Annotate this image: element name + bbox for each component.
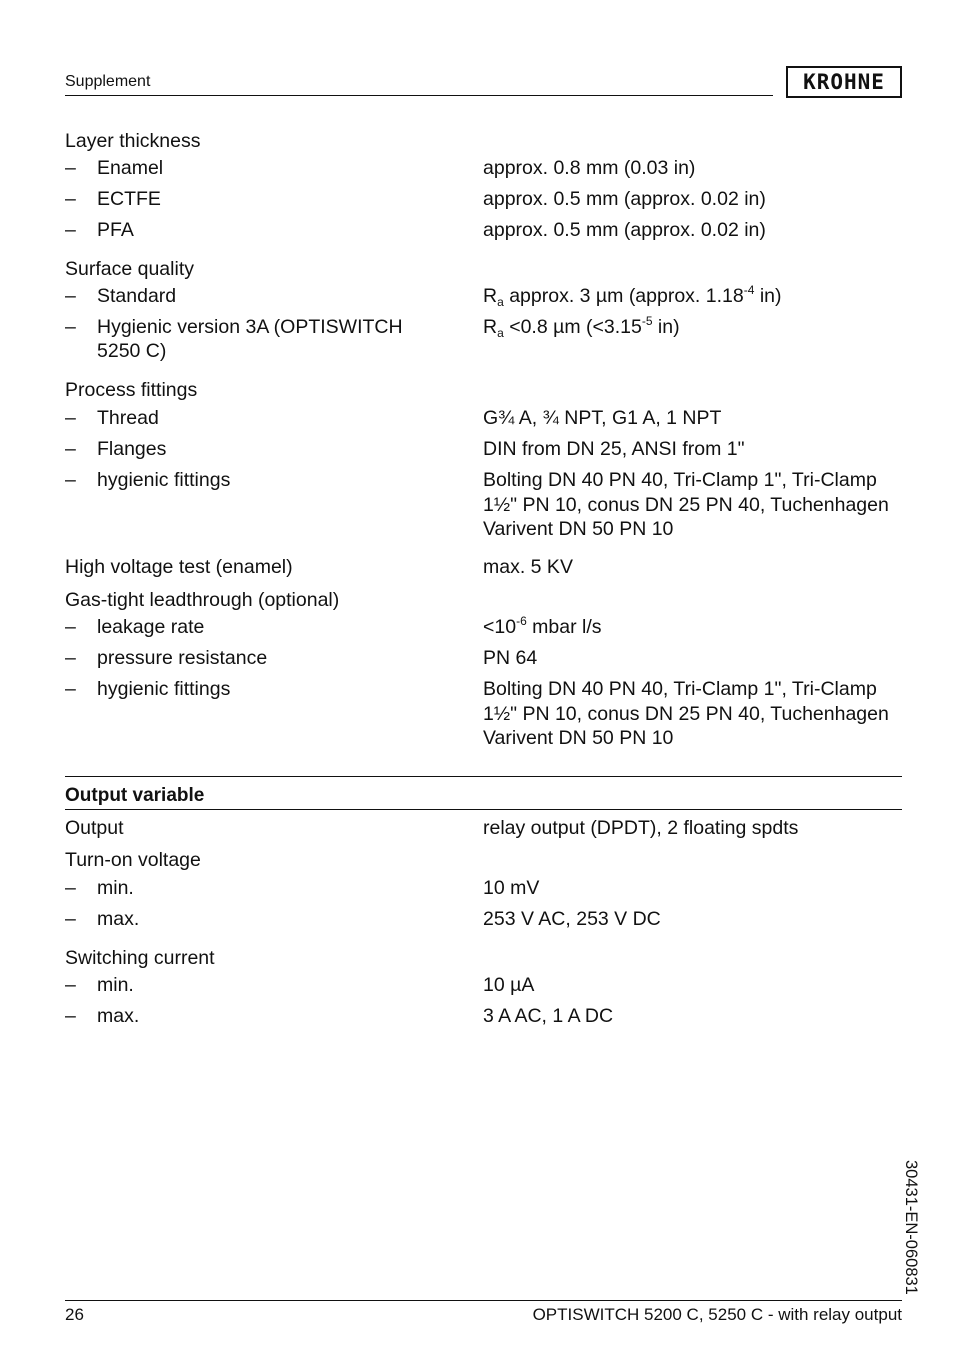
spec-label: High voltage test (enamel) [65,556,293,578]
spec-label: Output [65,817,124,839]
exponent: -6 [516,614,527,628]
value-text: approx. 3 µm (approx. 1.18 [503,285,744,307]
value-text: in) [652,316,680,338]
dash-bullet: – [65,1005,76,1027]
dash-bullet: – [65,908,76,930]
value-text: mbar l/s [526,616,602,638]
spec-value: 253 V AC, 253 V DC [483,908,661,930]
dash-bullet: – [65,678,76,700]
spec-value [483,284,913,309]
spec-value: G¾ A, ¾ NPT, G1 A, 1 NPT [483,407,722,429]
spec-value: DIN from DN 25, ANSI from 1" [483,438,745,460]
spec-label: min. [97,877,134,899]
gas-tight-title: Gas-tight leadthrough (optional) [65,589,340,611]
dash-bullet: – [65,188,76,210]
spec-value [483,315,913,340]
spec-label: Hygienic version 3A (OPTISWITCH 5250 C) [97,316,403,362]
spec-label: hygienic fittings [97,469,231,491]
spec-label: min. [97,974,134,996]
spec-label: PFA [97,219,134,241]
dash-bullet: – [65,469,76,491]
dash-bullet: – [65,157,76,179]
spec-value: PN 64 [483,647,538,669]
spec-value: max. 5 KV [483,556,573,578]
roughness-subscript: a [497,295,504,309]
spec-value: 10 mV [483,877,540,899]
spec-value: 3 A AC, 1 A DC [483,1005,614,1027]
dash-bullet: – [65,616,76,638]
process-fittings-title: Process fittings [65,379,198,401]
dash-bullet: – [65,285,76,307]
document-code: 30431-EN-060831 [902,1160,920,1295]
exponent: -4 [743,283,755,297]
footer-rule [65,1300,902,1301]
spec-label: max. [97,1005,140,1027]
spec-value: Bolting DN 40 PN 40, Tri-Clamp 1", Tri-Clamp 1½" PN 10, conus DN 25 PN 40, Tuchenhagen Varivent DN 50 PN 10 [483,469,889,540]
dash-bullet: – [65,316,76,338]
spec-label: Thread [97,407,159,429]
dash-bullet: – [65,407,76,429]
footer-product-title: OPTISWITCH 5200 C, 5250 C - with relay output [532,1305,902,1324]
spec-label: max. [97,908,140,930]
header-rule [65,95,773,96]
value-text: <0.8 µm (<3.15 [503,316,642,338]
surface-quality-title: Surface quality [65,258,194,280]
exponent: -5 [641,314,653,328]
section-rule-bottom [65,809,902,810]
spec-label: Flanges [97,438,167,460]
spec-value: approx. 0.5 mm (approx. 0.02 in) [483,188,766,210]
dash-bullet: – [65,974,76,996]
spec-label: pressure resistance [97,647,268,669]
spec-value: Bolting DN 40 PN 40, Tri-Clamp 1", Tri-Clamp 1½" PN 10, conus DN 25 PN 40, Tuchenhagen Varivent DN 50 PN 10 [483,678,889,749]
spec-value: 10 µA [483,974,535,996]
krohne-logo: KROHNE [786,66,902,98]
spec-label: Enamel [97,157,164,179]
roughness-symbol: R [483,285,498,307]
value-text: in) [754,285,782,307]
dash-bullet: – [65,647,76,669]
spec-value: approx. 0.5 mm (approx. 0.02 in) [483,219,766,241]
spec-value: approx. 0.8 mm (0.03 in) [483,157,696,179]
roughness-symbol: R [483,316,498,338]
page-number: 26 [65,1305,84,1324]
dash-bullet: – [65,219,76,241]
spec-value: relay output (DPDT), 2 floating spdts [483,817,799,839]
roughness-subscript: a [497,326,504,340]
dash-bullet: – [65,877,76,899]
layer-thickness-title: Layer thickness [65,130,201,152]
value-text: <10 [483,616,517,638]
turn-on-voltage-title: Turn-on voltage [65,849,201,871]
spec-value [483,615,913,640]
spec-label: leakage rate [97,616,205,638]
header-section-label: Supplement [65,73,151,90]
spec-label: ECTFE [97,188,161,210]
dash-bullet: – [65,438,76,460]
spec-label: hygienic fittings [97,678,231,700]
spec-label: Standard [97,285,177,307]
section-rule-top [65,776,902,777]
output-variable-heading: Output variable [65,785,205,806]
switching-current-title: Switching current [65,947,215,969]
